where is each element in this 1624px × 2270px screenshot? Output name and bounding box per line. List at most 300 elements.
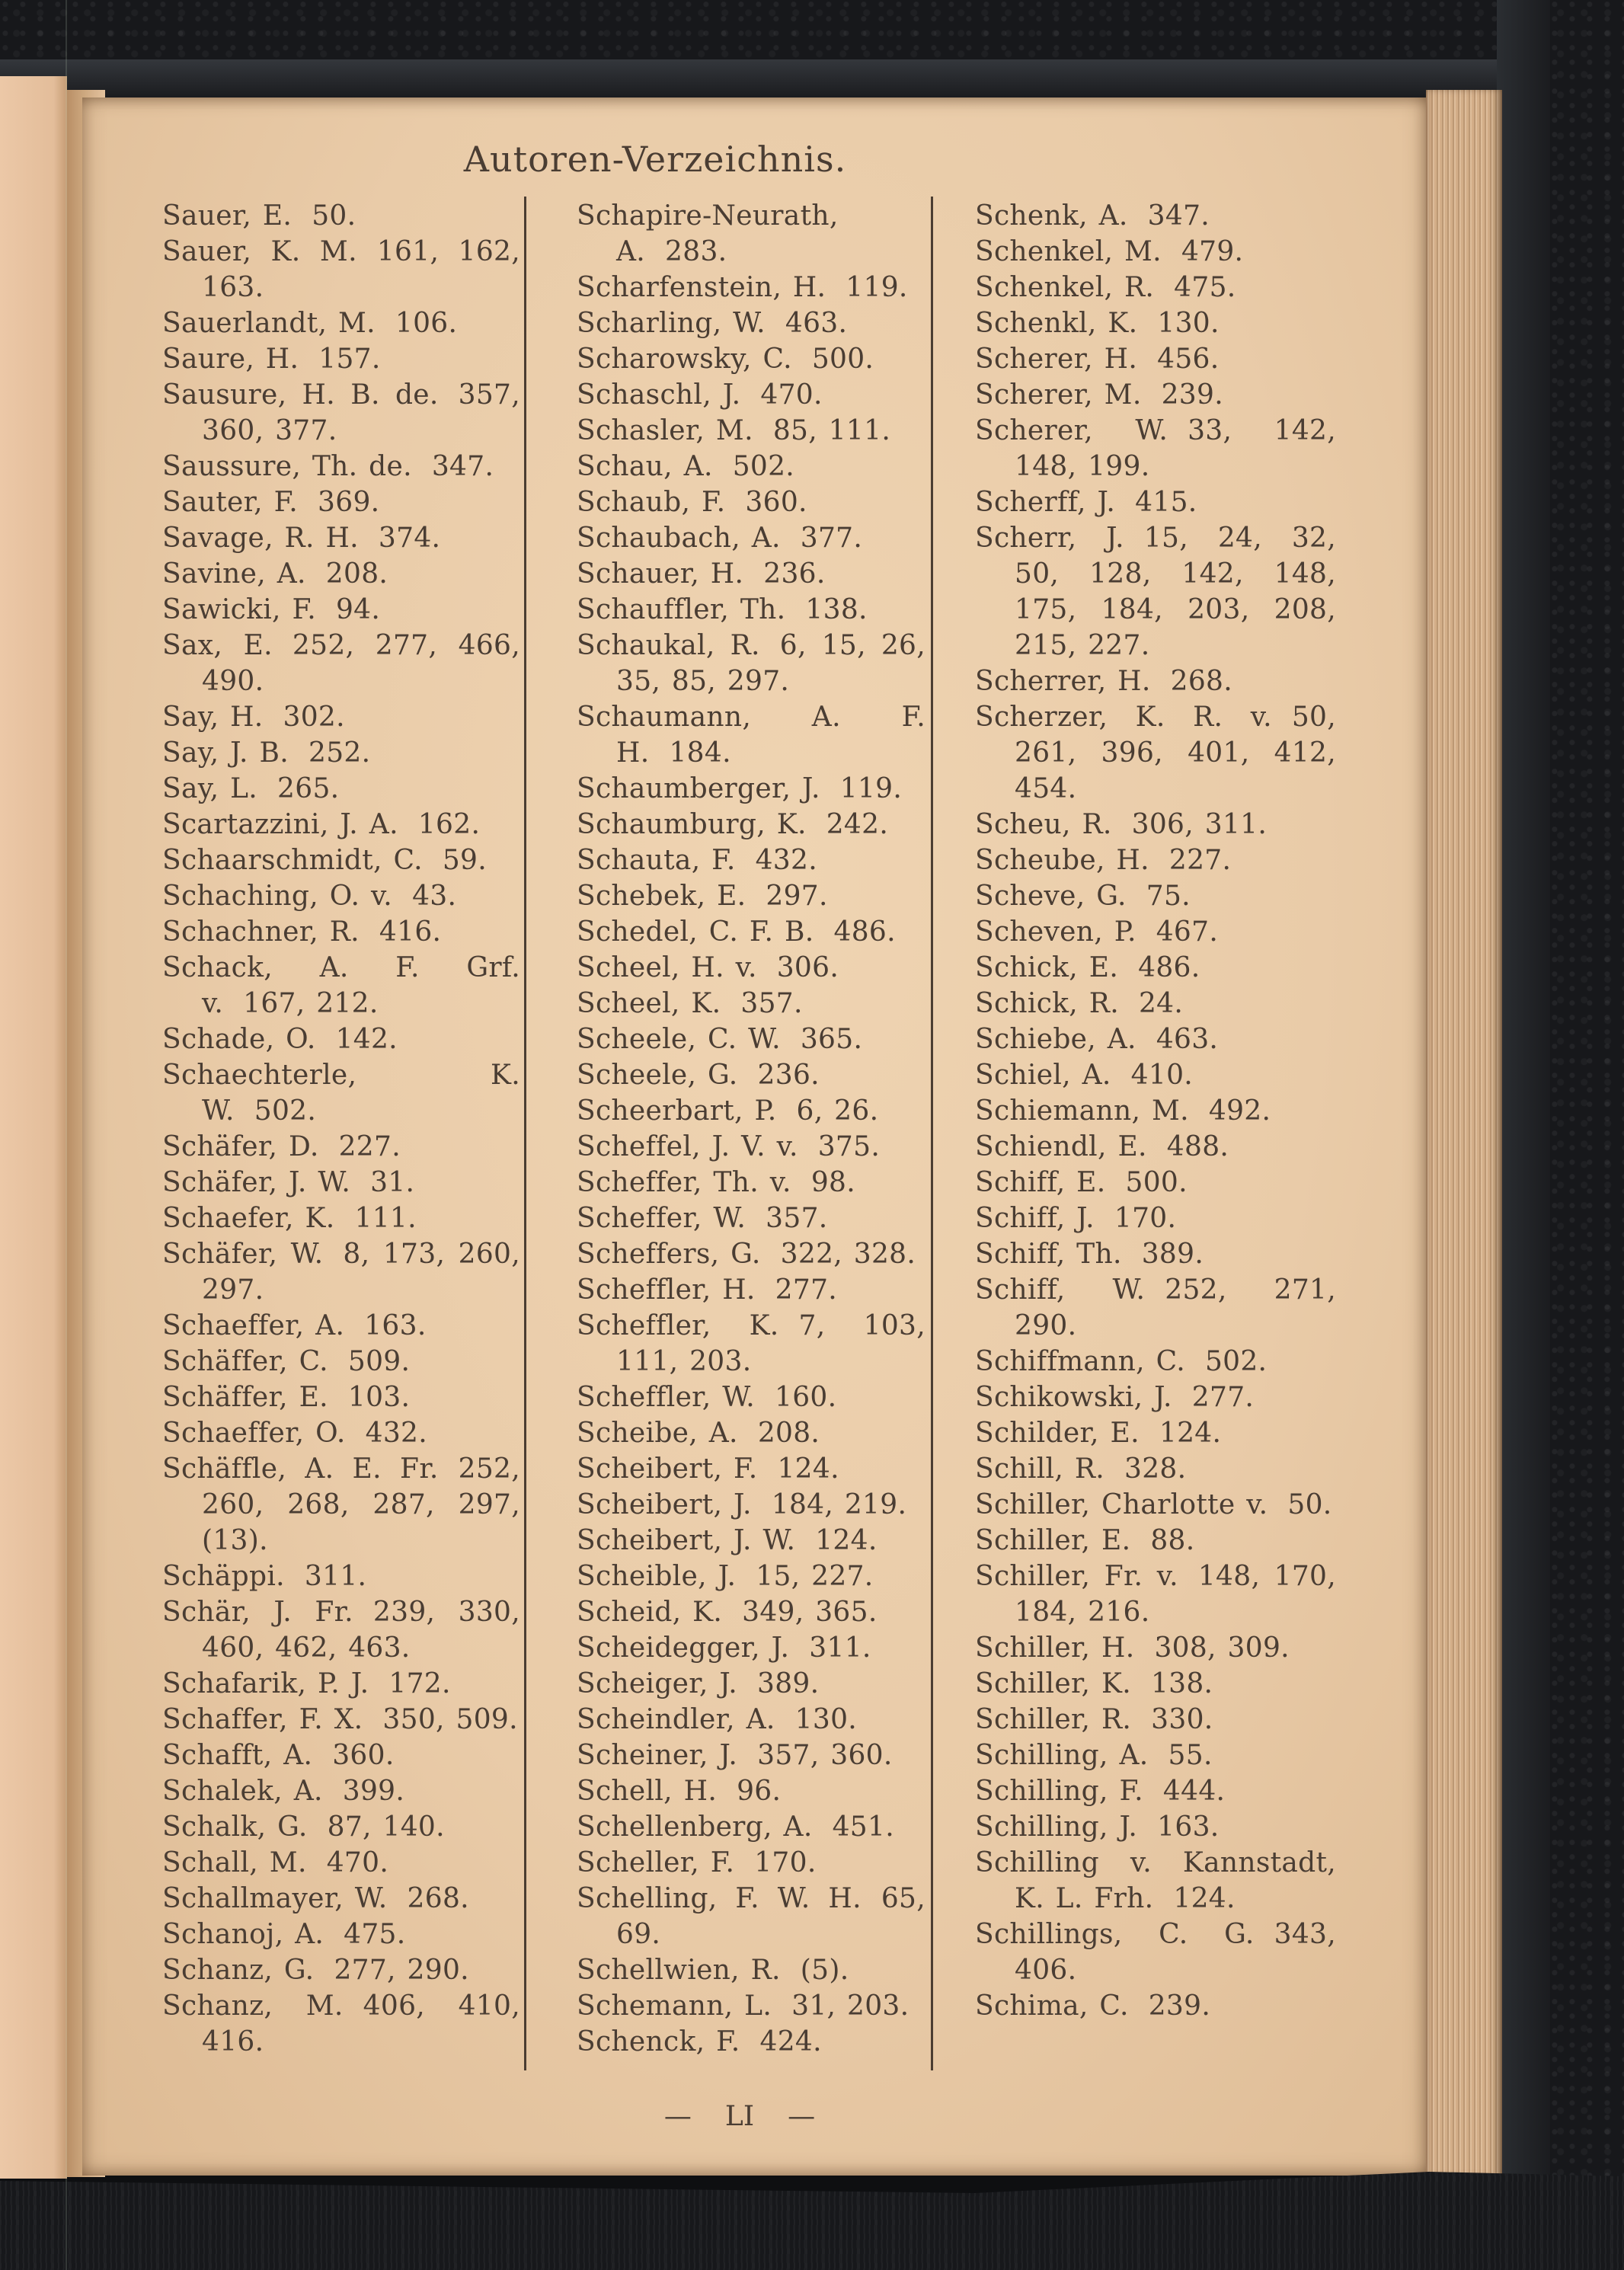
page-numbers: 377. (800, 523, 863, 554)
author-name: Schaeffer, O. (162, 1418, 346, 1449)
page-numbers: 170. (1114, 1203, 1177, 1234)
author-name: Schauffler, Th. (577, 594, 786, 625)
page-numbers: 50. (312, 200, 356, 232)
author-name: Savage, R. H. (162, 523, 359, 554)
page-numbers: 124. (777, 1453, 839, 1485)
author-name: Say, H. (162, 702, 264, 733)
index-entry (577, 699, 925, 771)
page-numbers: 416. (379, 916, 442, 948)
page-numbers: 236. (757, 1060, 820, 1091)
page-numbers: 148, 170, 184, 216. (1015, 1561, 1336, 1628)
page-numbers: 463. (785, 308, 848, 339)
page-title: Autoren-Verzeichnis. (463, 139, 847, 180)
author-name: Schaffer, F. X. (162, 1704, 363, 1735)
author-name: Schikowski, J. (975, 1382, 1172, 1413)
page-numbers: 349, 365. (742, 1597, 878, 1628)
page-numbers: 486. (833, 916, 896, 948)
footer-dash-right: — (788, 2101, 816, 2132)
page-numbers: 184. (669, 737, 731, 769)
index-entry (162, 1380, 520, 1415)
page-numbers: 475. (1174, 272, 1236, 303)
page-numbers: 470. (326, 1847, 389, 1878)
author-name: Schallmayer, W. (162, 1883, 388, 1914)
page-numbers: (5). (800, 1955, 849, 1986)
author-name: Scherzer, K. R. v. (975, 702, 1272, 733)
page-numbers: 31. (370, 1167, 415, 1198)
page-numbers: 227. (1168, 845, 1232, 876)
author-name: Schaub, F. (577, 487, 726, 518)
index-entry (577, 1809, 925, 1845)
page-numbers: 172. (388, 1668, 451, 1699)
page-numbers: 357. (766, 1203, 828, 1234)
author-name: Scheffler, K. (577, 1310, 779, 1341)
index-entry (975, 1451, 1336, 1487)
index-entry (577, 914, 925, 950)
index-entry (162, 305, 520, 341)
page-numbers: 470. (760, 379, 823, 411)
index-entry (162, 699, 520, 735)
page-numbers: 239. (1148, 1990, 1211, 2022)
page-numbers: 322, 328. (780, 1239, 916, 1270)
author-name: Schade, O. (162, 1024, 316, 1055)
index-entry (162, 1988, 520, 2060)
page-numbers: 424. (759, 2026, 822, 2057)
index-entry (162, 1881, 520, 1917)
page-numbers: 432. (755, 845, 817, 876)
index-entry (975, 198, 1336, 234)
index-entry (577, 556, 925, 592)
page-edges-stack (1426, 90, 1502, 2177)
author-name: Scherrer, H. (975, 666, 1151, 697)
page-numbers: 311. (304, 1561, 367, 1592)
page-numbers: 157. (318, 344, 381, 375)
left-page-edge (0, 76, 67, 2179)
page-numbers: 502. (732, 451, 795, 482)
author-name: Schalk, G. (162, 1811, 308, 1843)
page-numbers: 124. (1159, 1418, 1222, 1449)
author-name: Scharfenstein, H. (577, 272, 826, 303)
page-numbers: 252, 260, 268, 287, 297, (13). (202, 1453, 520, 1556)
page-numbers: 160. (774, 1382, 837, 1413)
page-numbers: 360. (332, 1740, 395, 1771)
page-numbers: 509. (347, 1346, 411, 1377)
index-entry (162, 842, 520, 878)
index-entry (975, 1380, 1336, 1415)
page-numbers: 15, 24, 32, 50, 128, 142, 148, 175, 184, 203, 208, 215, 227. (1015, 523, 1336, 661)
page-numbers: 467. (1156, 916, 1219, 948)
index-entry (577, 1308, 925, 1380)
author-name: Schasler, M. (577, 415, 753, 446)
author-name: Schär, J. Fr. (162, 1597, 353, 1628)
index-entry (162, 1809, 520, 1845)
page-numbers: 502. (1204, 1346, 1268, 1377)
page-numbers: 85, 111. (772, 415, 891, 446)
author-name: Schaching, O. v. (162, 881, 393, 912)
page-numbers: 236. (763, 558, 826, 590)
column-separator (931, 197, 933, 2070)
page-numbers: 502. (254, 1095, 317, 1127)
page-numbers: 328. (1124, 1453, 1187, 1485)
author-name: Schäffer, E. (162, 1382, 328, 1413)
author-name: Say, L. (162, 773, 258, 804)
author-name: Scheibe, A. (577, 1418, 738, 1449)
author-name: Schenkel, R. (975, 272, 1155, 303)
index-entry (577, 878, 925, 914)
index-entry (975, 1165, 1336, 1201)
author-name: Scharowsky, C. (577, 344, 792, 375)
scan-glass-edge (66, 0, 67, 2270)
page-numbers: 306. (776, 952, 839, 983)
index-entry (975, 1988, 1336, 2024)
author-name: Schelling, F. W. H. (577, 1883, 862, 1914)
page-numbers: 265. (277, 773, 340, 804)
author-name: Schebek, E. (577, 881, 746, 912)
page-numbers: 347. (1147, 200, 1210, 232)
author-name: Scherff, J. (975, 487, 1116, 518)
index-entry (975, 413, 1336, 484)
page-numbers: 94. (335, 594, 381, 625)
index-entry (975, 1021, 1336, 1057)
author-name: Schilling, F. (975, 1776, 1143, 1807)
page-numbers: 24. (1138, 988, 1184, 1019)
author-name: Schäffle, A. E. Fr. (162, 1453, 439, 1485)
author-name: Scharling, W. (577, 308, 766, 339)
index-entry (577, 1881, 925, 1952)
author-name: Schafarik, P. J. (162, 1668, 369, 1699)
index-entry (577, 1415, 925, 1451)
index-entry (162, 914, 520, 950)
page-numbers: 242. (826, 809, 889, 840)
page-numbers: 252, 271, 290. (1015, 1274, 1336, 1341)
author-name: Schäfer, J. W. (162, 1167, 351, 1198)
index-entry (577, 1021, 925, 1057)
author-name: Scheibert, F. (577, 1453, 758, 1485)
index-entry (975, 1702, 1336, 1738)
index-entry (975, 305, 1336, 341)
index-entry (975, 1415, 1336, 1451)
page-numbers: 500. (1125, 1167, 1188, 1198)
index-entry (577, 950, 925, 986)
page-numbers: 130. (1157, 308, 1220, 339)
index-entry (975, 699, 1336, 807)
author-name: Scheibert, J. (577, 1489, 752, 1520)
index-entry (162, 628, 520, 699)
author-name: Scheel, H. v. (577, 952, 757, 983)
index-entry (162, 1738, 520, 1773)
author-name: Schäffer, C. (162, 1346, 328, 1377)
index-entry (577, 1523, 925, 1559)
index-entry (577, 1165, 925, 1201)
index-entry (577, 1559, 925, 1594)
author-name: Schenk, A. (975, 200, 1128, 232)
index-entry (162, 341, 520, 377)
author-name: Sausure, H. B. de. (162, 379, 439, 411)
author-name: Schick, E. (975, 952, 1119, 983)
index-entry (577, 1594, 925, 1630)
author-name: Schanoj, A. (162, 1919, 324, 1950)
author-name: Schaarschmidt, C. (162, 845, 423, 876)
page-numbers: 161, 162, 163. (202, 236, 520, 303)
author-name: Scheffel, J. V. v. (577, 1131, 798, 1162)
page-numbers: 163. (1157, 1811, 1220, 1843)
author-name: Sauer, E. (162, 200, 293, 232)
page-numbers: 360. (745, 487, 807, 518)
page-numbers: 227. (338, 1131, 401, 1162)
binding-bottom (0, 2167, 1624, 2270)
index-entry (162, 1845, 520, 1881)
page-numbers: 184, 219. (771, 1489, 907, 1520)
index-entry (975, 520, 1336, 663)
author-name: Sauer, K. M. (162, 236, 357, 267)
page-numbers: 138. (1150, 1668, 1213, 1699)
page-numbers: 252. (308, 737, 371, 769)
author-name: Scheidegger, J. (577, 1632, 790, 1664)
page-numbers: 432. (365, 1418, 427, 1449)
footer-dash-left: — (663, 2101, 692, 2132)
author-name: Schauta, F. (577, 845, 736, 876)
author-name: Schiff, J. (975, 1203, 1095, 1234)
index-entry (162, 1594, 520, 1666)
index-entry (162, 1773, 520, 1809)
page-numbers: 277, 290. (334, 1955, 469, 1986)
author-name: Scheerbart, P. (577, 1095, 777, 1127)
index-entry (577, 1093, 925, 1129)
page-numbers: 463. (1156, 1024, 1219, 1055)
page-numbers: 330. (1151, 1704, 1213, 1735)
page-numbers: 75. (1146, 881, 1191, 912)
author-name: Schauer, H. (577, 558, 744, 590)
author-name: Scheller, F. (577, 1847, 735, 1878)
author-name: Schaukal, R. (577, 630, 760, 661)
author-name: Schiff, E. (975, 1167, 1106, 1198)
index-entry (577, 1738, 925, 1773)
index-entry (162, 1129, 520, 1165)
index-entry (975, 1201, 1336, 1236)
page-numbers: 492. (1208, 1095, 1271, 1127)
index-entry (975, 914, 1336, 950)
index-entry (577, 449, 925, 484)
page-numbers: 124. (815, 1525, 878, 1556)
page-numbers: 50. (1287, 1489, 1332, 1520)
page-numbers: 306, 311. (1131, 809, 1268, 840)
index-entry (162, 1952, 520, 1988)
index-entry (975, 1236, 1336, 1272)
author-name: Schau, A. (577, 451, 713, 482)
page-numbers: 163. (364, 1310, 427, 1341)
index-entry (577, 1129, 925, 1165)
page-numbers: 138. (805, 594, 868, 625)
page-numbers: 33, 142, 148, 199. (1015, 415, 1336, 482)
page-numbers: 96. (737, 1776, 782, 1807)
author-name: Scheel, K. (577, 988, 721, 1019)
index-entry (975, 234, 1336, 270)
page-numbers: 43. (412, 881, 457, 912)
page-numbers: 479. (1181, 236, 1244, 267)
author-name: Schenck, F. (577, 2026, 740, 2057)
index-entry (577, 305, 925, 341)
author-name: Schaeffer, A. (162, 1310, 345, 1341)
author-name: Schäfer, D. (162, 1131, 319, 1162)
page-numbers: 357, 360. (757, 1740, 893, 1771)
index-entry (577, 1057, 925, 1093)
index-entry (162, 1201, 520, 1236)
index-entry (975, 377, 1336, 413)
author-name: Schilder, E. (975, 1418, 1140, 1449)
page-numbers: 106. (395, 308, 458, 339)
page-numbers: 124. (1173, 1883, 1236, 1914)
author-name: Savine, A. (162, 558, 306, 590)
index-entry (577, 377, 925, 413)
author-name: Scherer, M. (975, 379, 1142, 411)
index-entry (577, 1487, 925, 1523)
author-name: Schilling, A. (975, 1740, 1149, 1771)
page-numbers: 500. (811, 344, 874, 375)
page-numbers: 486. (1138, 952, 1200, 983)
author-name: Schack, A. F. Grf. v. (162, 952, 520, 1019)
index-entry (975, 1272, 1336, 1344)
index-entry (162, 1702, 520, 1738)
author-name: Schaschl, J. (577, 379, 741, 411)
author-name: Schiebe, A. (975, 1024, 1136, 1055)
page-numbers: 277. (1191, 1382, 1255, 1413)
index-entry (975, 878, 1336, 914)
index-entry (975, 663, 1336, 699)
index-entry (162, 735, 520, 771)
page-numbers: 142. (335, 1024, 398, 1055)
index-entry (975, 341, 1336, 377)
page-numbers: 375. (817, 1131, 881, 1162)
page-numbers: 252, 277, 466, 490. (202, 630, 520, 697)
author-name: Scheible, J. (577, 1561, 737, 1592)
index-entry (162, 449, 520, 484)
index-entry (577, 1952, 925, 1988)
author-name: Schellenberg, A. (577, 1811, 813, 1843)
author-name: Scheid, K. (577, 1597, 723, 1628)
index-entry (162, 556, 520, 592)
page-numbers: 119. (839, 773, 903, 804)
index-entry (577, 1236, 925, 1272)
author-name: Schima, C. (975, 1990, 1129, 2022)
page-numbers: 87, 140. (327, 1811, 445, 1843)
index-entry (975, 842, 1336, 878)
author-name: Scherr, J. (975, 523, 1124, 554)
index-entry (162, 807, 520, 842)
author-name: Sawicki, F. (162, 594, 316, 625)
index-entry (162, 1559, 520, 1594)
index-entry (577, 842, 925, 878)
author-name: Schäppi. (162, 1561, 285, 1592)
index-entry (577, 986, 925, 1021)
author-name: Scherer, H. (975, 344, 1138, 375)
author-name: Scheiger, J. (577, 1668, 737, 1699)
index-entry (577, 1201, 925, 1236)
author-name: Scheffer, Th. v. (577, 1167, 791, 1198)
binding-right-edge (1497, 0, 1550, 2270)
author-name: Scheindler, A. (577, 1704, 775, 1735)
author-name: Scheu, R. (975, 809, 1112, 840)
author-name: Schilling v. Kannstadt, K. L. Frh. (975, 1847, 1336, 1914)
page-numbers: 415. (1135, 487, 1197, 518)
index-entry (577, 771, 925, 807)
page-numbers: 350, 509. (382, 1704, 518, 1735)
author-name: Schick, R. (975, 988, 1119, 1019)
page-numbers: 410. (1130, 1060, 1194, 1091)
author-name: Schenkel, M. (975, 236, 1162, 267)
page-numbers: 208. (757, 1418, 820, 1449)
page-numbers: 88. (1150, 1525, 1195, 1556)
index-entry (577, 1988, 925, 2024)
page-numbers: 130. (794, 1704, 858, 1735)
page-numbers: 103. (347, 1382, 411, 1413)
author-name: Scheube, H. (975, 845, 1149, 876)
page-number-footer (341, 2101, 1138, 2139)
page-numbers: 389. (757, 1668, 820, 1699)
binding-top-edge (0, 59, 1624, 98)
page-numbers: 111. (354, 1203, 417, 1234)
page-numbers: 283. (665, 236, 727, 267)
author-name: Schanz, M. (162, 1990, 344, 2022)
author-name: Scheele, G. (577, 1060, 738, 1091)
index-entry (975, 1738, 1336, 1773)
index-column-3 (975, 198, 1336, 2024)
author-name: Schiller, E. (975, 1525, 1131, 1556)
page-numbers: 15, 227. (756, 1561, 874, 1592)
index-entry (162, 1021, 520, 1057)
index-entry (577, 1380, 925, 1415)
page-numbers: 268. (1170, 666, 1232, 697)
index-entry (162, 484, 520, 520)
index-entry (162, 198, 520, 234)
index-entry (975, 1559, 1336, 1630)
author-name: Schiller, Charlotte v. (975, 1489, 1268, 1520)
index-entry (975, 1093, 1336, 1129)
page-numbers: 406, 410, 416. (202, 1990, 520, 2057)
author-name: Schäfer, W. (162, 1239, 324, 1270)
page-numbers: 162. (417, 809, 481, 840)
author-name: Schaefer, K. (162, 1203, 335, 1234)
page-numbers: 6, 26. (796, 1095, 879, 1127)
author-name: Schalek, A. (162, 1776, 323, 1807)
page-numbers: 208. (325, 558, 388, 590)
index-entry (162, 592, 520, 628)
index-entry (162, 1236, 520, 1308)
author-name: Schedel, C. F. B. (577, 916, 814, 948)
author-name: Schenkl, K. (975, 308, 1138, 339)
page-numbers: 456. (1157, 344, 1220, 375)
page-numbers: 239. (1161, 379, 1223, 411)
page-numbers: 170. (754, 1847, 817, 1878)
index-entry (975, 484, 1336, 520)
index-entry (577, 628, 925, 699)
author-name: Schiff, W. (975, 1274, 1146, 1306)
author-name: Schapire-Neurath, A. (577, 200, 839, 267)
index-entry (577, 2024, 925, 2060)
page-numbers: 167, 212. (243, 988, 379, 1019)
page-numbers: 399. (342, 1776, 405, 1807)
index-entry (975, 1129, 1336, 1165)
index-entry (975, 1666, 1336, 1702)
author-name: Saussure, Th. de. (162, 451, 412, 482)
page-numbers: 374. (378, 523, 441, 554)
author-name: Schaechterle, K. W. (162, 1060, 520, 1127)
index-entry (577, 1845, 925, 1881)
page-number: LI (724, 2101, 755, 2132)
index-entry (975, 986, 1336, 1021)
author-name: Saure, H. (162, 344, 299, 375)
page-numbers: 277. (775, 1274, 838, 1306)
index-entry (162, 377, 520, 449)
index-entry (975, 1773, 1336, 1809)
